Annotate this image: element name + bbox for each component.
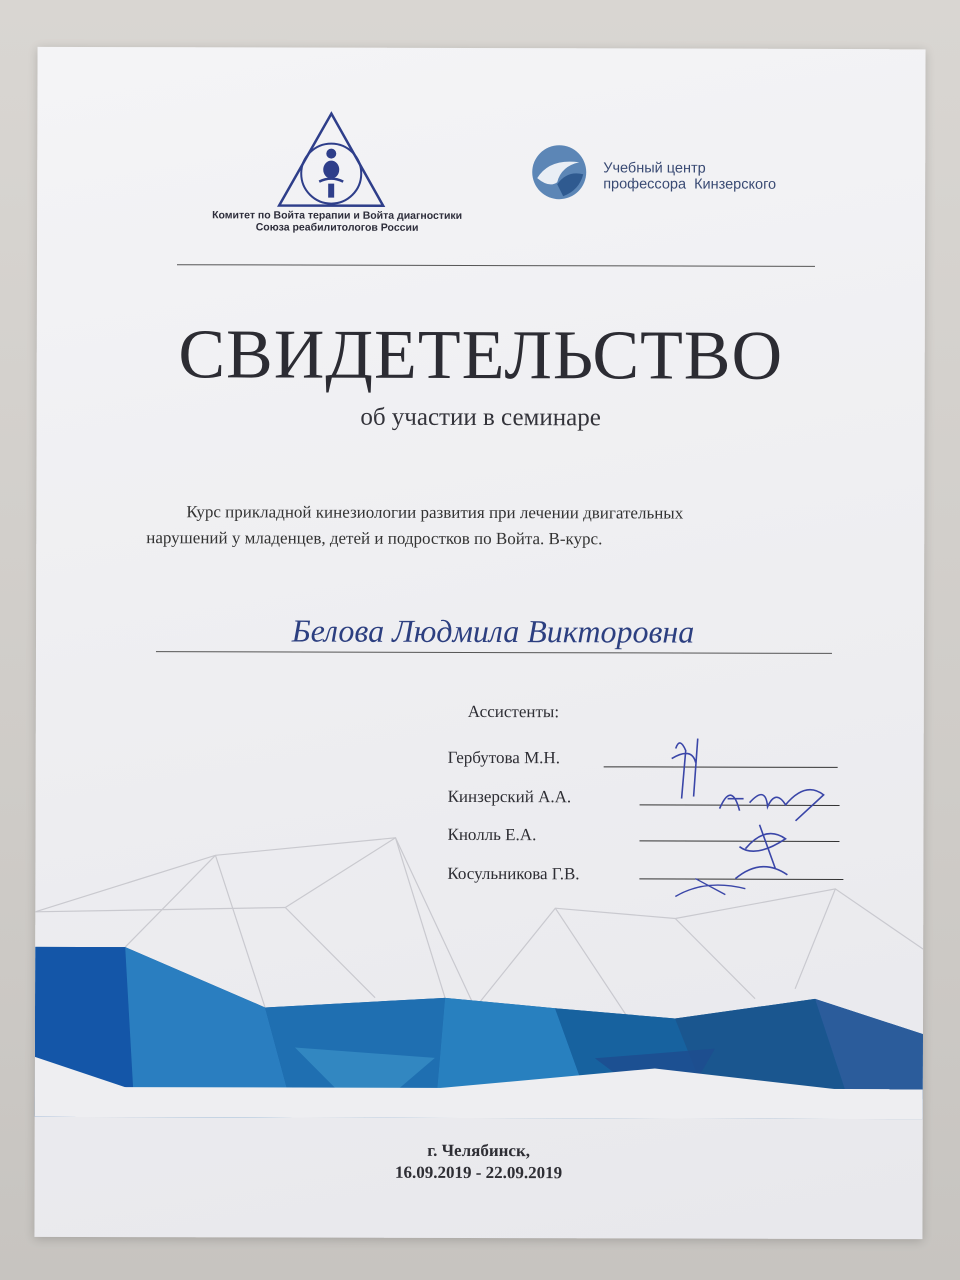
left-organization-name: [177, 209, 497, 234]
left-org-line1: Комитет по Войта терапии и Войта диагностики: [212, 209, 463, 222]
issue-city: г. Челябинск,: [427, 1140, 531, 1161]
name-underline: [156, 651, 832, 654]
assistants-heading: Ассистенты:: [467, 701, 560, 722]
assistant-name: Кинзерский А.А.: [447, 786, 572, 807]
vojta-committee-logo: [275, 109, 387, 209]
course-line1: Курс прикладной кинезиологии развития при лечении двигательных: [186, 502, 684, 523]
assistant-name: Косульникова Г.В.: [447, 863, 580, 884]
seminar-dates: 16.09.2019 - 22.09.2019: [394, 1162, 563, 1183]
assistant-name: Кнолль Е.А.: [447, 824, 537, 845]
header-divider: [177, 264, 815, 267]
certificate-title: СВИДЕТЕЛЬСТВО: [178, 316, 784, 395]
right-organization-name: [603, 160, 776, 192]
issue-place-and-dates: [35, 1139, 923, 1185]
right-org-line2: профессора Кинзерского: [603, 176, 777, 193]
right-org-line1: Учебный центр: [603, 160, 706, 177]
course-line2: нарушений у младенцев, детей и подростков по Войта. В-курс.: [146, 528, 603, 549]
assistant-name: Гербутова М.Н.: [447, 747, 561, 768]
training-center-logo: [527, 140, 591, 204]
decorative-mountains: [35, 797, 924, 1119]
left-org-line2: Союза реабилитологов России: [255, 221, 419, 234]
certificate-sheet: [34, 47, 925, 1239]
recipient-name: Белова Людмила Викторовна: [291, 612, 695, 650]
certificate-subtitle: об участии в семинаре: [360, 403, 601, 432]
course-description: [146, 499, 846, 553]
